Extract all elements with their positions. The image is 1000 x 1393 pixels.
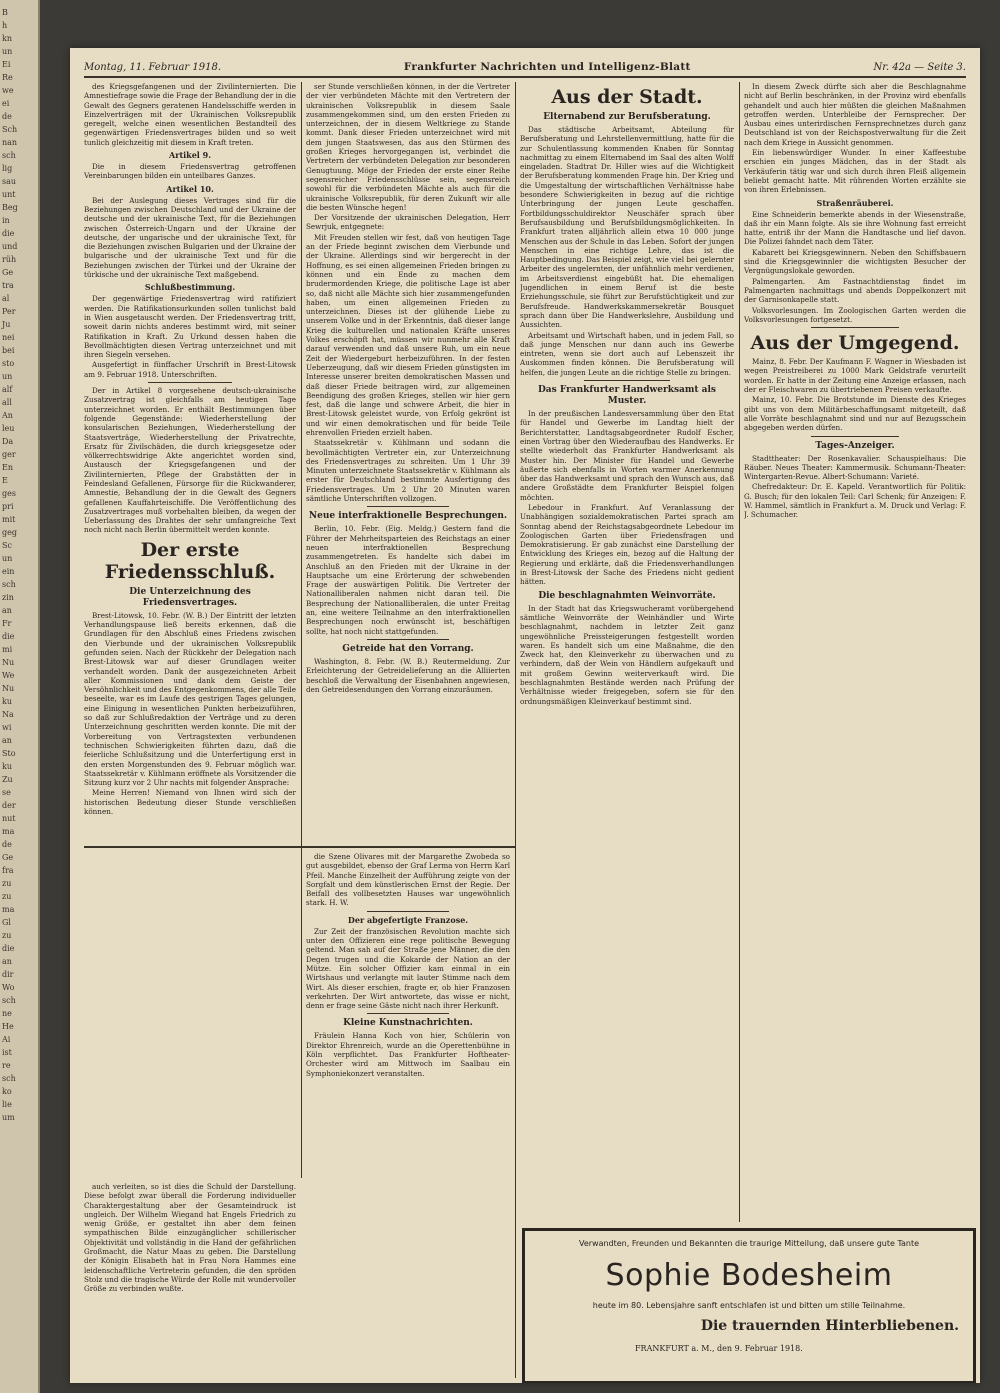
feuilleton-left — [84, 1182, 296, 1372]
article-text: Der Vorsitzende der ukrainischen Delegation, Herr Sewrjuk, entgegnete: — [306, 213, 510, 232]
subheadline: Die beschlagnahmten Weinvorräte. — [538, 590, 716, 601]
headline: Aus der Stadt. — [551, 86, 703, 108]
article-text: Zur Zeit der französischen Revolution machte sich unter den Offizieren eine rege politische Bewegung geltend. Man sah auf der Straße jene Männer, die den Degen trugen und die Kokarde der Nation an der Mütze. Ein solcher Offizier kam einmal in ein Wirtshaus und verlangte mit lauter Stimme nach dem Wirt. Als dieser erschien, fragte er, ob hier Franzosen verkehrten. Der Wirt antwortete, das wisse er nicht, denn er frage seine Gäste nicht nach ihrer Herkunft. — [306, 926, 510, 1011]
article-text: Meine Herren! Niemand von Ihnen wird sich der historischen Bedeutung dieser Stunde verschließen können. — [84, 788, 296, 816]
page-number: Nr. 42a — Seite 3. — [873, 61, 966, 73]
adjacent-page-edge — [0, 0, 40, 1393]
article-text: Lebedour in Frankfurt. Auf Veranlassung der Unabhängigen sozialdemokratischen Partei sprach am Sonntag abend der Reichstagsabgeordnete Lebedour im Zoologischen Garten über Friedensfragen und Demokratisierung. Er gab zunächst eine Darstellung der Entwicklung des Krieges ein, bezog auf die Haltung der Regierung und erklärte, daß die Friedensverhandlungen in Brest-Litowsk der Sache des Friedens nicht gedient hätten. — [520, 502, 734, 587]
issue-date: Montag, 11. Februar 1918. — [84, 61, 222, 73]
article-text: Die in diesem Friedensvertrag getroffenen Vereinbarungen bilden ein unteilbares Ganzes. — [84, 162, 296, 181]
feuilleton-right — [306, 852, 510, 1372]
subheadline: Die Unterzeichnung des Friedensvertrages. — [129, 586, 251, 608]
article-text: Berlin, 10. Febr. (Eig. Meldg.) Gestern fand die Führer der Mehrheitsparteien des Reichstags an einer neuen interfraktionellen Besprechung zusammengetreten. Es handelte sich dabei im Anschluß an den Frieden mit der Ukraine in der Hauptsache um eine Erörterung der schwebenden Frage der auswärtigen Politik. Die Vertreter der Nationalliberalen nahmen nicht daran teil. Die Besprechung der Nationalliberalen, die unter Freitag an, eine weitere Teilnahme an den interfraktionellen Besprechungen noch erwünscht ist, beschäftigen sollte, hat noch nicht stattgefunden. — [306, 524, 510, 636]
article-text: In der Stadt hat das Kriegswucheramt vorübergehend sämtliche Weinvorräte der Weinhändler und Wirte beschlagnahmt, nachdem in letzter Zeit ganz ungewöhnliche Preissteigerungen festgestellt worden waren. Es handelt sich um eine Maßnahme, die den Zweck hat, den Kleinverkehr zu überwachen und zu verhindern, daß der Wein von Händlern aufgekauft und mit großem Gewinn weiterverkauft wird. Die beschlagnahmten Bestände werden nach Prüfung der Verhältnisse wieder freigegeben, sofern sie für den ordnungsmäßigen Kleinverkauf bestimmt sind. — [520, 603, 734, 706]
newspaper-page — [70, 48, 980, 1383]
article-text: Der in Artikel 8 vorgesehene deutsch-ukrainische Zusatzvertrag ist gleichfalls am heutigen Tage unterzeichnet worden. Er enthält Bestimmungen über folgende Gegenstände: Wiederherstellung der konsularischen Beziehungen, Wiederherstellung der Staatsverträge, Wiederherstellung der Privatrechte, Ersatz für Zivilschäden, die durch kriegsgesetze oder völkerrechtswidrige Akte angerichtet worden sind, Austausch der Kriegsgefangenen und der Zivilinternierten, Pflege der Grabstätten der in Feindesland Gefallenen, Fürsorge für die Rückwanderer, Amnestie, Behandlung der in die Gewalt des Gegners gefallenen Kauffahrteischiffe. Die Veröffentlichung des Zusatzvertrages muß vorbehalten bleiben, da wegen der Ueberlassung des Drahtes der sehr umfangreiche Text noch nicht nach Berlin übermittelt werden konnte. — [84, 386, 296, 535]
article-text: Bei der Auslegung dieses Vertrages sind für die Beziehungen zwischen Deutschland und der Ukraine der deutsche und der ukrainische Text, für die Beziehungen zwischen Österreich-Ungarn und der Ukraine der deutsche, der ungarische und der ukrainische Text, für die Beziehungen zwischen Bulgarien und der Ukraine der bulgarische und der ukrainische Text und für die Beziehungen zwischen der Türkei und der Ukraine der türkische und der ukrainische Text maßgebend. — [84, 195, 296, 280]
article-text: Das städtische Arbeitsamt, Abteilung für Berufsberatung und Lehrstellenvermittlung, hatte für die zur Schulentlassung kommenden Knaben für Sonntag nachmittag zu einem Elternabend im Saal des alten Wolff eingeladen. Stadtrat Dr. Hiller wies auf die Wichtigkeit der Berufsberatung kommenden Frage hin. Der Krieg und die Umgestaltung der wirtschaftlichen Verhältnisse habe besondere Schwierigkeiten in bezug auf die richtige Unterbringung der jungen Leute geschaffen. Fortbildungsschuldirektor Neuschäfer sprach über Berufsausbildung und Berufsbildungsmöglichkeiten. In Frankfurt traten alljährlich allein etwa 10 000 junge Menschen aus der Schule in das Leben. Sofort der jungen Menschen in eine richtige Lehre, das ist die Hauptbedingung. Das Beispiel zeigt, wie viel bei gelernter Arbeiter des ungelernten, der unfähnlich mehr verdienen, im Arbeitsverdienst eingebüßt hat. Die ehemaligen Jugendlichen in einem Beruf ist die beste Erziehungsschule, sie führt zur Berufstüchtigkeit und zur Berufsfreude. Handwerkskammersekretär Bousquet sprach dann über Die Handwerkslehre, Ausbildung und Aussichten. — [520, 125, 734, 330]
deceased-name: Sophie Bodesheim — [605, 1258, 893, 1293]
subheadline: Elternabend zur Berufsberatung. — [543, 112, 711, 122]
section-label: Schlußbestimmung. — [144, 282, 236, 293]
article-text: In der preußischen Landesversammlung über den Etat für Handel und Gewerbe im Landtag hielt der Berichterstatter, Landtagsabgeordneter Rudolf Escher, einen Vortrag über den Wiederaufbau des Handwerks. Er stellte wiederholt das Frankfurter Handwerksamt als Muster hin. Der Minister für Handel und Gewerbe äußerte sich ebenfalls in Worten warmer Anerkennung über das Handwerksamt und sprach den Wunsch aus, daß andere Großstädte dem Frankfurter Beispiel folgen möchten. — [520, 409, 734, 502]
column-3 — [520, 82, 734, 1222]
article-text: Arbeitsamt und Wirtschaft haben, und in jedem Fall, so daß junge Menschen nur dann auch ins Gewerbe eintreten, wenn sie dort auch auf Lebenszeit ihr Auskommen finden können. Die Berufsberatung will helfen, die jungen Leute an die richtige Stelle zu bringen. — [520, 330, 734, 377]
article-text: Chefredakteur: Dr. E. Kapeld. Verantwortlich für Politik: G. Busch; für den lokalen Teil: Carl Schenk; für Anzeigen: F. W. Hammel, sämtlich in Frankfurt a. M. Druck und Verlag: F. J. Schumacher. — [744, 482, 966, 520]
subheadline: Kleine Kunstnachrichten. — [343, 1018, 473, 1029]
article-text: Mainz, 10. Febr. Die Brotstunde im Dienste des Krieges gibt uns von dem Militärbeschaffungsamt mitgeteilt, daß alle Vorräte beschlagnahmt sind und nur auf Bezugsschein abgegeben werden dürfen. — [744, 395, 966, 433]
article-text: In diesem Zweck dürfte sich aber die Beschlagnahme nicht auf Berlin beschränken, in der Provinz wird ebenfalls gehandelt und auch hier müßten die gleichen Maßnahmen getroffen werden. Unterbleibe der Fernsprecher. Der Ausbau eines unterirdischen Fernsprechnetzes durch ganz Deutschland ist von der Reichspostverwaltung für die Zeit nach dem Kriege in Aussicht genommen. — [744, 82, 966, 147]
article-text: Mit Freuden stellen wir fest, daß von heutigen Tage an der Friede beginnt zwischen dem Vierbunde und der Ukraine. Allerdings sind wir bergerecht in der Hoffnung, es sei einen allgemeinen Frieden bringen zu können und ein Ende zu machen dem brudermordenden Kriege, die politische Lage ist aber so, daß nicht alle Mächte sich hier zusammengefunden haben, um einen allgemeinen Frieden zu unterzeichnen. Dieses ist der glühende Liebe zu unserem Volke und in der Erkenntnis, daß dieser lange Krieg die kulturellen und nationalen Kräfte unseres Volkes erschöpft hat, müssen wir nunmehr alle Kraft darauf verwenden und daß unsere Ruh, um ein neue Zeit der Wiedergeburt herbeizuführen. In der festen Ueberzeugung, daß wir diesem Frieden günstigsten im Interesse unserer breiten demokratischen Massen und daß dieser Friede beitragen wird, zur allgemeinen Beendigung des großen Krieges, stellen wir hier gern fest, daß die lange und schwere Arbeit, die hier in Brest-Litowsk geleistet wurde, von Erfolg gekrönt ist und wir einen demokratischen und für beide Teile ehrenvollen Frieden erzielt haben. — [306, 232, 510, 437]
article-text: Ausgefertigt in fünffacher Urschrift in Brest-Litowsk am 9. Februar 1918. Unterschriften. — [84, 360, 296, 379]
article-text: Ein liebenswürdiger Wunder. In einer Kaffeestube erschien ein junges Mädchen, das in der Stadt als Verkäuferin tätig war und sich durch ihren Fleiß allgemein beliebt gemacht hatte. Mit rührenden Worten erzählte sie von ihren Erlebnissen. — [744, 148, 966, 195]
article-text: auch verleiten, so ist dies die Schuld der Darstellung. Diese befolgt zwar überall die Forderung individueller Charaktergestaltung aber der Gesamteindruck ist ungleich. Der Wilhelm Wiegand hat Engels Friedrich zu wenig Größe, er gestaltet ihn aber dem feinen sympathischen Bilde einzugänglicher schillerischer Objektivität und vollständig in die Hand der gefährlichen Großmacht, die Natur Maas zu geben. Die Darstellung der Königin Elisabeth hat in Frau Nora Hammes eine leidenschaftliche Vertreterin gefunden, die den spröden Stolz und die tragische Würde der Rolle mit wundervoller Größe zu verbinden wußte. — [84, 1182, 296, 1294]
subheadline: Tages-Anzeiger. — [815, 440, 895, 451]
death-notice — [522, 1228, 976, 1383]
notice-text: heute im 80. Lebensjahre sanft entschlafen ist und bitten um stille Teilnahme. — [592, 1301, 906, 1310]
section-label: Artikel 10. — [166, 183, 214, 194]
article-text: Palmengarten. Am Fastnachtdienstag findet im Palmengarten nachmittags und abends Doppelkonzert mit der Garnisonkapelle statt. — [744, 276, 966, 305]
notice-signoff: Die trauernden Hinterbliebenen. — [700, 1318, 959, 1334]
article-text: Washington, 8. Febr. (W. B.) Reutermeldung. Zur Erleichterung der Getreidelieferung an die Alliierten beschloß die Verwaltung der Eisenbahnen angewiesen, den Getreidesendungen den Vorrang einzuräumen. — [306, 656, 510, 694]
column-1 — [84, 82, 296, 1178]
masthead-title: Frankfurter Nachrichten und Intelligenz-Blatt — [403, 61, 691, 73]
page-header — [84, 58, 966, 78]
article-text: Fräulein Hanna Koch von hier, Schülerin von Direktor Ehrenreich, wurde an die Operettenbühne in Köln verpflichtet. Das Frankfurter Hoftheater-Orchester wird am Mittwoch im Saalbau ein Symphoniekonzert veranstalten. — [306, 1031, 510, 1078]
article-text: Der gegenwärtige Friedensvertrag wird ratifiziert werden. Die Ratifikationsurkunden sollen tunlichst bald in Wien ausgetauscht werden. Der Friedensvertrag tritt, soweit darin nichts anderes bestimmt wird, mit seiner Ratifikation in Kraft. Zu Urkund dessen haben die Bevollmächtigten diesen Vertrag unterzeichnet und mit ihren Siegeln versehen. — [84, 294, 296, 360]
column-4 — [744, 82, 966, 1222]
article-text: die Szene Olivares mit der Margarethe Zwobeda so gut ausgebildet, ebenso der Graf Lerma von Herrn Karl Pfeil. Manche Einzelheit der Aufführung zeigte von der Sorgfalt und dem künstlerischen Ernst der Regie. Der Beifall des vollbesetzten Hauses war ungewöhnlich stark. H. W. — [306, 852, 510, 908]
headline: Der erste Friedensschluß. — [104, 538, 276, 583]
subheadline: Neue interfraktionelle Besprechungen. — [308, 511, 508, 522]
section-label: Straßenräuberei. — [816, 197, 894, 208]
adjacent-page-text: B h kn un Ei Re we ei de Sch nan sch lig sau unt Beg in die und rüh Ge tra al Per Ju nei bei sto un alf all An leu Da ger En E ges pri mit geg Sc un ein sch zin an Fr die mi Nu We Nu ku Na wi an Sto ku Zu se der nut ma de Ge fra zu zu ma Gl zu die an dir Wo sch ne He Ai ist re sch ko lie um — [2, 8, 18, 1122]
article-text: Volksvorlesungen. Im Zoologischen Garten werden die Volksvorlesungen fortgesetzt. — [744, 305, 966, 324]
article-text: Brest-Litowsk, 10. Febr. (W. B.) Der Eintritt der letzten Verhandlungspause ließ bereits erkennen, daß die Grundlagen für den Abschluß eines Friedens zwischen den Vierbunde und der ukrainischen Volksrepublik gefunden seien. Nach der Rückkehr der Delegation nach Brest-Litowsk war auf dieser Grundlagen weiter verhandelt worden. Dank der ausgezeichneten Arbeit aller Kommissionen und dank dem Geiste der Versöhnlichkeit und des Entgegenkommens, der alle Teile beseelte, war es im Laufe des gestrigen Tages gelungen, eine Einigung in wesentlichen Punkten herbeizuführen, so daß zur Schlußredaktion der Verträge und zu deren Unterzeichnung geschritten werden konnte. Die mit der Vorbereitung von Vertragstexten verbundenen technischen Schwierigkeiten führten dazu, daß die feierliche Schlußsitzung und die Unterfertigung erst in den ersten Morgenstunden des 9. Februar möglich war. Staatssekretär v. Kühlmann eröffnete als Vorsitzender die Sitzung kurz vor 2 Uhr nachts mit folgender Ansprache: — [84, 610, 296, 788]
article-text: Stadttheater: Der Rosenkavalier. Schauspielhaus: Die Räuber. Neues Theater: Kammermusik. Schumann-Theater: Wintergarten-Revue. Albert-Schumann: Varieté. — [744, 453, 966, 482]
section-label: Artikel 9. — [169, 150, 211, 161]
subheadline: Getreide hat den Vorrang. — [342, 643, 474, 654]
column-2 — [306, 82, 510, 842]
article-text: ser Stunde verschließen können, in der die Vertreter der vier verbündeten Mächte mit den Vertretern der ukrainischen Volksrepublik in diesem Saale zusammengekommen sind, um den ersten Frieden zu unterzeichnen, der in diesem Weltkriege zu Stande kommt. Dank dieser Frieden unterzeichnet wird mit dem jungen Staatswesen, das aus den Stürmen des großen Krieges hervorgegangen ist, verbindet die Vertretern der verbündeten Delegation zur besonderen Genugtuung. Möge der Frieden der erste einer Reihe segensreicher Friedensschlüsse sein, segensreich sowohl für die verbündeten Mächte als auch für die ukrainische Volksrepublik, für deren Zukunft wir alle die besten Wünsche hegen! — [306, 82, 510, 212]
notice-place-date: FRANKFURT a. M., den 9. Februar 1918. — [635, 1344, 803, 1353]
article-text: Staatssekretär v. Kühlmann und sodann die bevollmächtigten Vertreter ein, zur Unterzeichnung des Friedensvertrages zu schreiten. Um 1 Uhr 39 Minuten unterzeichnete Staatssekretär v. Kühlmann als erster für Deutschland bestimmte Ausfertigung des Friedensvertrages. Um 2 Uhr 20 Minuten waren sämtliche Unterschriften vollzogen. — [306, 438, 510, 504]
article-text: Kabarett bei Kriegsgewinnern. Neben den Schiffsbauern sind die Kriegsgewinnler die wichtigsten Besucher der Vergnügungslokale geworden. — [744, 247, 966, 276]
section-label: Der abgefertigte Franzose. — [347, 914, 469, 925]
article-text: des Kriegsgefangenen und der Zivilinternierten. Die Amnestiefrage sowie die Frage der Behandlung der in die Gewalt des Gegners geratenen Handelsschiffe werden in Einzelverträgen mit der Ukrainischen Volksrepublik geregelt, welche einen wesentlichen Bestandteil des gegenwärtigen Friedensvertrages bilden und so weit tunlich gleichzeitig mit diesem in Kraft treten. — [84, 82, 296, 147]
notice-intro: Verwandten, Freunden und Bekannten die traurige Mitteilung, daß unsere gute Tante — [578, 1239, 920, 1248]
subheadline: Das Frankfurter Handwerksamt als Muster. — [538, 385, 716, 407]
article-text: Mainz, 8. Febr. Der Kaufmann F. Wagner in Wiesbaden ist wegen Preistreiberei zu 1000 Mark Geldstrafe verurteilt worden. Er hatte in der Zeitung eine Anzeige erlassen, nach der er Fleischwaren zu übertriebenen Preisen verkaufte. — [744, 357, 966, 395]
headline: Aus der Umgegend. — [750, 332, 960, 355]
article-text: Eine Schneiderin bemerkte abends in der Wiesenstraße, daß ihr ein Mann folgte. Als sie ihre Wohnung fast erreicht hatte, entriß ihr der Mann die Handtasche und lief davon. Die Polizei fahndet nach dem Täter. — [744, 209, 966, 247]
